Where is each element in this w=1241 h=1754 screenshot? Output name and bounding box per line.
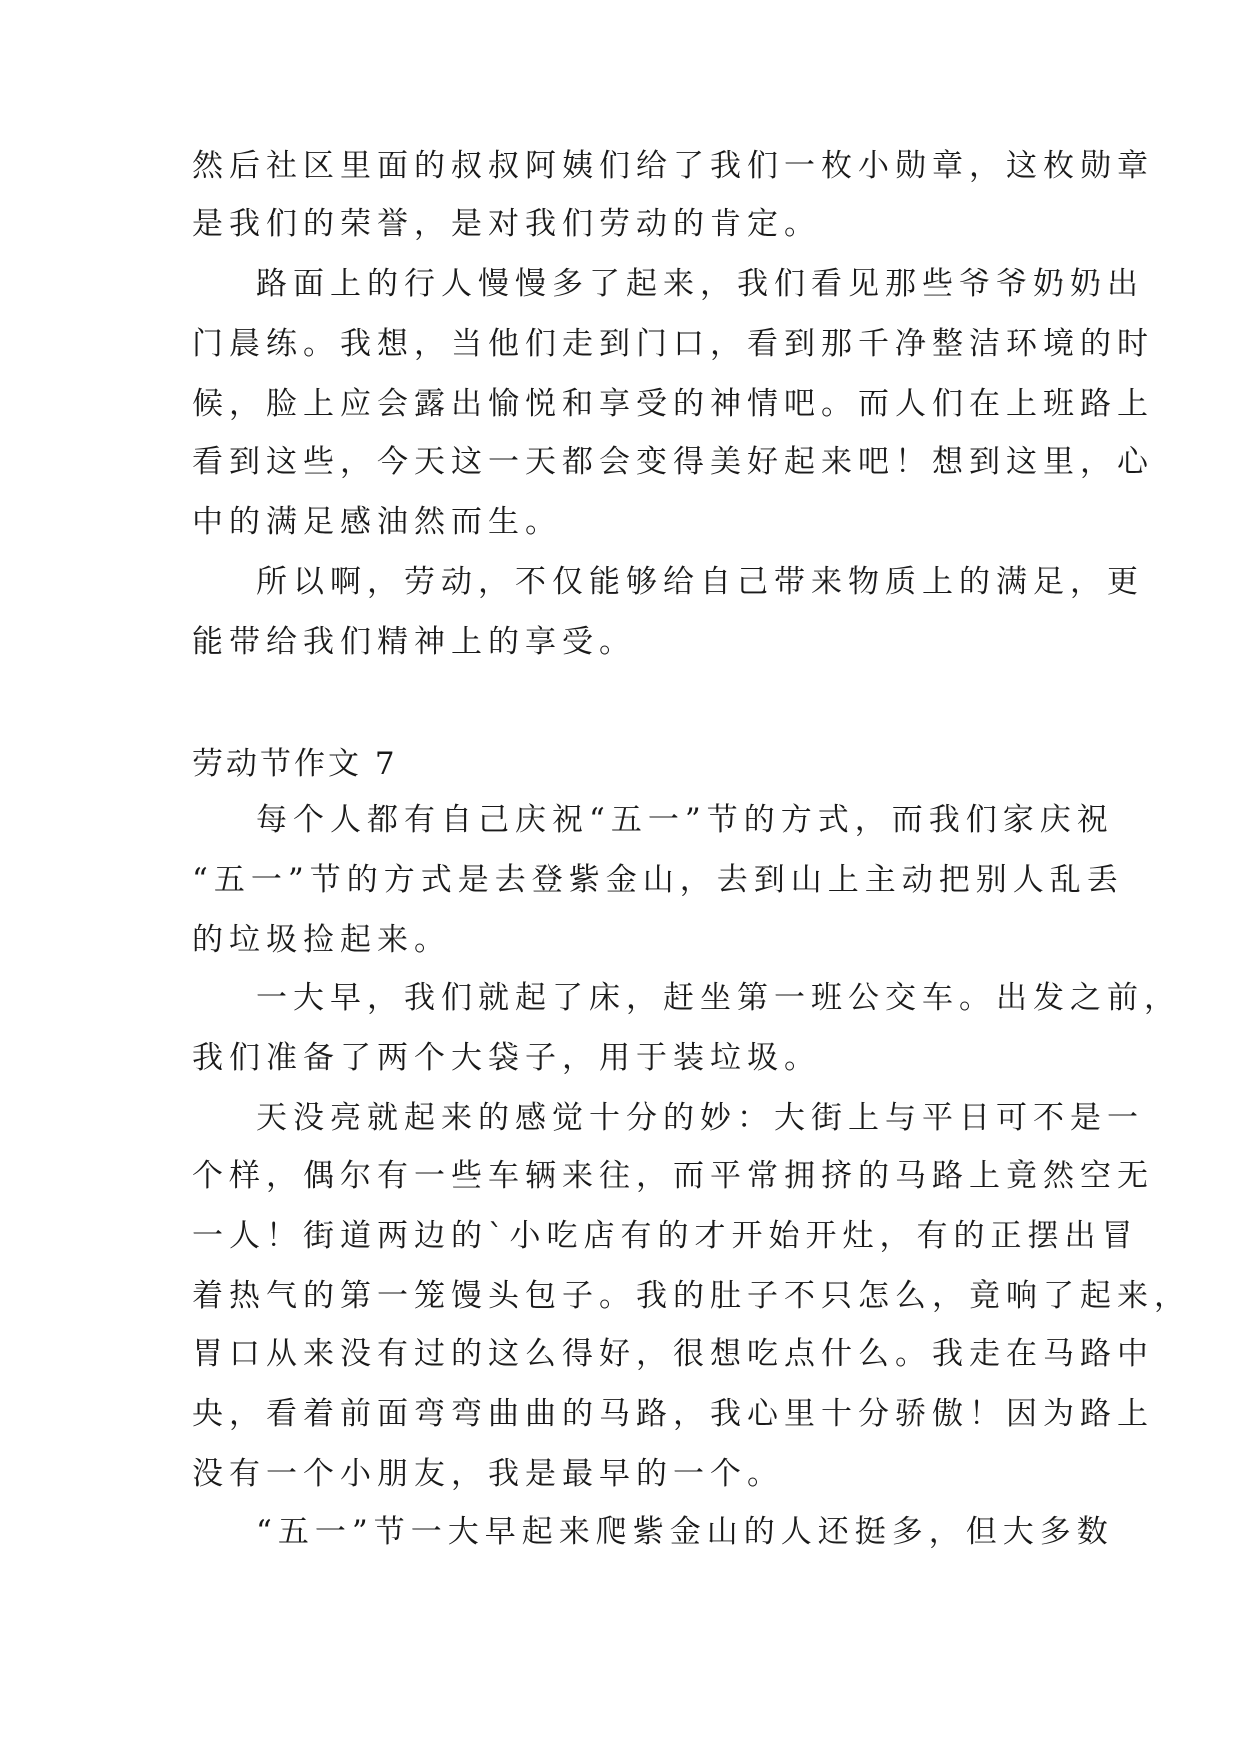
paragraph-line: 的垃圾捡起来。 <box>192 922 451 958</box>
paragraph-line: 央，看着前面弯弯曲曲的马路，我心里十分骄傲！因为路上 <box>192 1396 1154 1432</box>
paragraph-line: 一人！街道两边的`小吃店有的才开始开灶，有的正摆出冒 <box>192 1218 1139 1254</box>
paragraph-line: 个样，偶尔有一些车辆来往，而平常拥挤的马路上竟然空无 <box>192 1158 1154 1194</box>
paragraph-line: 能带给我们精神上的享受。 <box>192 624 636 660</box>
paragraph-line: 没有一个小朋友，我是最早的一个。 <box>192 1456 784 1492</box>
paragraph-line: 是我们的荣誉，是对我们劳动的肯定。 <box>192 206 821 242</box>
paragraph-line: 每个人都有自己庆祝“五一”节的方式，而我们家庆祝 <box>256 802 1114 838</box>
paragraph-line: “五一”节一大早起来爬紫金山的人还挺多，但大多数 <box>256 1514 1114 1550</box>
paragraph-line: 着热气的第一笼馒头包子。我的肚子不只怎么，竟响了起来， <box>192 1278 1191 1314</box>
paragraph-line: 天没亮就起来的感觉十分的妙：大街上与平日可不是一 <box>256 1100 1144 1136</box>
paragraph-line: 然后社区里面的叔叔阿姨们给了我们一枚小勋章，这枚勋章 <box>192 148 1154 184</box>
paragraph-line: 我们准备了两个大袋子，用于装垃圾。 <box>192 1040 821 1076</box>
paragraph-line: “五一”节的方式是去登紫金山，去到山上主动把别人乱丢 <box>192 862 1124 898</box>
paragraph-line: 所以啊，劳动，不仅能够给自己带来物质上的满足，更 <box>256 564 1144 600</box>
paragraph-line: 候，脸上应会露出愉悦和享受的神情吧。而人们在上班路上 <box>192 386 1154 422</box>
paragraph-line: 胃口从来没有过的这么得好，很想吃点什么。我走在马路中 <box>192 1336 1154 1372</box>
paragraph-line: 中的满足感油然而生。 <box>192 504 562 540</box>
paragraph-line: 路面上的行人慢慢多了起来，我们看见那些爷爷奶奶出 <box>256 266 1144 302</box>
section-title: 劳动节作文 7 <box>192 746 398 782</box>
paragraph-line: 门晨练。我想，当他们走到门口，看到那千净整洁环境的时 <box>192 326 1154 362</box>
paragraph-line: 一大早，我们就起了床，赶坐第一班公交车。出发之前， <box>256 980 1181 1016</box>
paragraph-line: 看到这些，今天这一天都会变得美好起来吧！想到这里，心 <box>192 444 1154 480</box>
